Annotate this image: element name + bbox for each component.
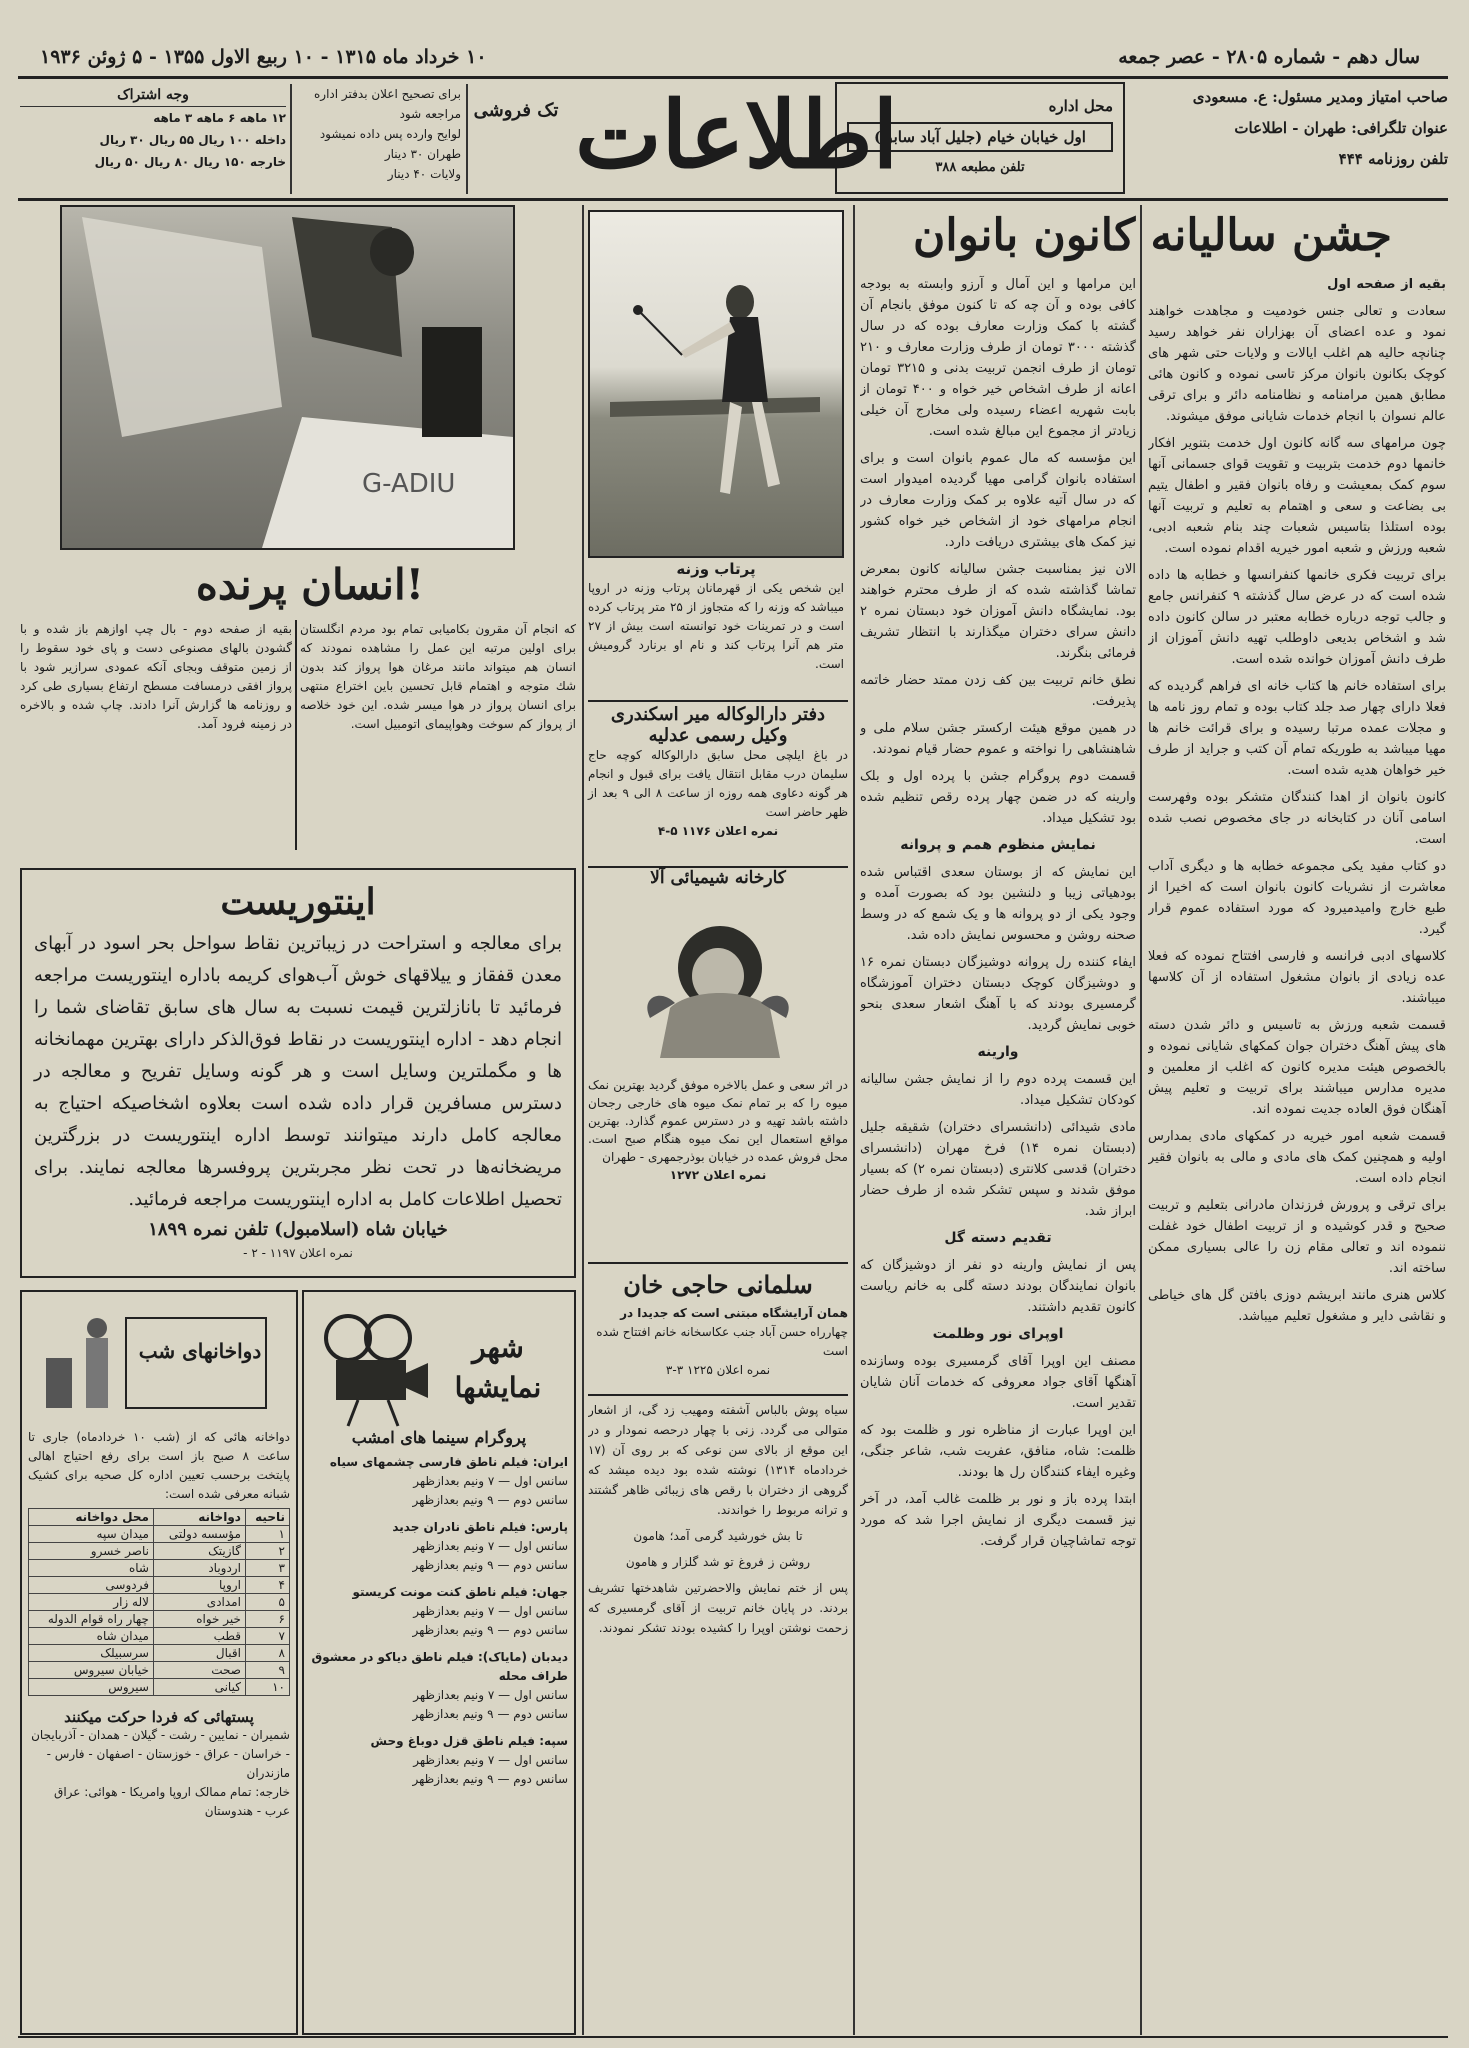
- cell: ناصر خسرو: [29, 1543, 154, 1560]
- verse-line-1: تا بش خورشید گرمی آمد؛ هامون: [633, 1529, 803, 1543]
- continued-label: بقیه از صفحه اول: [1327, 277, 1446, 292]
- barber-ad-number: نمره اعلان ۱۲۲۵ ۳-۳: [665, 1363, 771, 1377]
- cell: خیر خواه: [153, 1611, 245, 1628]
- top-dateline: [40, 40, 1420, 74]
- main-para-9: قسمت شعبه امور خیریه در کمکهای مادی بمدارس اولیه و همچنین کمک های مادی و مالی به بانوان فقیر انجام داده است.: [1148, 1129, 1446, 1186]
- table-row: [29, 1560, 290, 1577]
- cell: امدادی: [153, 1594, 245, 1611]
- lower-para-2: پس از ختم نمایش والاحضرتین شاهدختها تشریف بردند. در پایان خانم تربیت از آقای گرمسیری که زحمت نوشتن اوپرا را کشیده بودند تشکر نمودند.: [588, 1581, 848, 1635]
- table-row: [29, 1662, 290, 1679]
- cinema-item: ایران: فیلم ناطق فارسی چشمهای سیاه سانس اول — ۷ ونیم بعدازظهر سانس دوم — ۹ ونیم بعدازظهر: [329, 1455, 568, 1507]
- cell: اردوباد: [153, 1560, 245, 1577]
- masthead-owner-block: [1130, 82, 1448, 200]
- mid-para-6: قسمت دوم پروگرام جشن با پرده اول و بلک وارینه که در ضمن چهار پرده رقص تنظیم شده بود تشکیل میداد.: [860, 769, 1136, 826]
- main-para-6: دو کتاب مفید یکی مجموعه خطابه ها و دیگری آداب معاشرت از نشریات کانون بانوان است که اخیرا از طبع خارج وامیدمیرود که مورد استفاده عموم قرار گیرد.: [1148, 859, 1446, 937]
- cell: چهار راه قوام الدوله: [29, 1611, 154, 1628]
- chem-text: در اثر سعی و عمل بالاخره موفق گردید بهترین نمک میوه را که بر تمام نمک میوه های خارجی رجحان داشته باشد تهیه و در دسترس عموم گذارد. بهترین مواقع استعمال این نمک میوه هنگام صبح است. محل فروش عمده در خیابان بوذرجمهری - طهران: [588, 1078, 848, 1164]
- lower-para-1: سیاه پوش بالباس آشفته ومهیب زد گی، از اشعار متوالی می گردد. زنی با چهار درحصه نمودار و در این موقع از بالای سن نوعی که بر روی آن (۱۷ خردادماه ۱۳۱۴) نوشته شده بود دیده میشد که گروهی از دختران با رقص های زیبائی ظاهر گشتند و ترانه مربوط را خواندند.: [588, 1403, 848, 1517]
- cinema-film: فیلم ناطق دیاکو در معشوق طراف محله: [311, 1650, 568, 1683]
- cinema-program-title: پروگرام سینما های امشب: [351, 1428, 527, 1447]
- session-label: سانس دوم: [513, 1772, 568, 1786]
- pharmacy-intro: دواخانه هائی که از (شب ۱۰ خردادماه) جاری تا ساعت ۸ صبح باز است برای رفع احتیاج اهالی پایتخت برحسب تعیین اداره کل صحیه برای کشیک شبانه معرفی شده است:: [28, 1430, 290, 1501]
- mid-para-2: این مؤسسه که مال عموم بانوان است و برای استفاده بانوان گرامی مهیا گردیده امیدوار است که در سال آتیه علاوه بر کمک وزارت معارف در انجام مرامهای خود از اشخاص خیر خواه کشور نیز کمک های بیشتری دریافت دارد.: [860, 451, 1136, 550]
- header-location: محل دواخانه: [29, 1509, 154, 1526]
- athlete-caption-title: پرتاب وزنه: [676, 560, 756, 578]
- mid-para-1: این مرامها و این آمال و آرزو وابسته به بودجه کافی بوده و آن چه که تا کنون موفق بانجام آن گشته با کمک وزارت معارف بوده که در سال گذشته ۳۰۰۰ تومان از طرف وزارت معارف و ۲۱۰ تومان از طرف انجمن تربیت بدنی و ۳۲۱۵ تومان اعانه از طرف اشخاص خیر خواه و ۴۰۰ تومان از بابت شهریه اعضاء رسیده ولی مخارج آن خیلی زیادتر از مجموع این مبالغ شده است.: [860, 277, 1136, 439]
- intourist-address: خیابان شاه (اسلامبول) تلفن نمره ۱۸۹۹: [148, 1219, 448, 1240]
- subscription-foreign: خارجه ۱۵۰ ریال ۸۰ ریال ۵۰ ریال: [94, 155, 286, 169]
- session-time: ۷ ونیم بعدازظهر: [413, 1474, 495, 1488]
- table-row: [29, 1645, 290, 1662]
- mid-para-10: مادی شیدائی (دانشسرای دختران) شقیقه جلیل (دبستان نمره ۱۴) فرخ مهران (دانشسرای دختران) قدسی کلانتری (دبستان نمره ۲) که بسیار موفق شدند و سپس تشکر شده از طرف حضار ابراز شد.: [860, 1120, 1136, 1219]
- main-para-11: کلاس هنری مانند ابریشم دوزی بافتن گل های خیاطی و نقاشی دایر و مشغول تعلیم میباشد.: [1148, 1288, 1446, 1324]
- cell: میدان شاه: [29, 1628, 154, 1645]
- pharmacy-logo: [28, 1298, 290, 1428]
- session-label: سانس اول: [513, 1604, 568, 1618]
- header-district: ناحیه: [245, 1509, 289, 1526]
- session-time: ۹ ونیم بعدازظهر: [412, 1558, 494, 1572]
- cell: ۸: [245, 1645, 289, 1662]
- telegraph-line: عنوان تلگرافی: طهران - اطلاعات: [1234, 119, 1448, 137]
- price-note-2: لوایح وارده پس داده نمیشود: [319, 127, 461, 141]
- office-phone: تلفن مطبعه ۳۸۸: [935, 160, 1025, 175]
- session-time: ۷ ونیم بعدازظهر: [413, 1539, 495, 1553]
- main-para-4: برای استفاده خانم ها کتاب خانه ای فراهم گردیده که فعلا دارای چهار صد جلد کتاب بوده و تمام روز نامه ها و مجلات عمده مرتبا رسیده و برای قرائت خانم ها مهیا میباشد به طوریکه تمام آن کتب و جراید از طرف خیر خواهان هدیه شده است.: [1148, 679, 1446, 778]
- session-label: سانس دوم: [513, 1623, 568, 1637]
- cell: ۵: [245, 1594, 289, 1611]
- parachute-figure: [62, 207, 513, 548]
- subscription-box: [20, 84, 286, 194]
- session-label: سانس دوم: [513, 1707, 568, 1721]
- intourist-title: اینتوریست: [220, 881, 376, 923]
- cell: میدان سپه: [29, 1526, 154, 1543]
- session-time: ۷ ونیم بعدازظهر: [413, 1604, 495, 1618]
- session-label: سانس اول: [513, 1688, 568, 1702]
- barber-text: چهارراه حسن آباد جنب عکاسخانه خانم افتتاح شده است: [596, 1325, 848, 1358]
- column-rule-1: [1140, 205, 1142, 2035]
- main-headline: جشن سالیانه کانون بانوان: [913, 210, 1392, 261]
- main-para-3: برای تربیت فکری خانمها کنفرانسها و خطابه ها داده شده است که در عرض سال گذشته ۹ کنفرانس جامع و جالب توجه درباره خطابه معتبر در سالن کانون داده شد و اشخاص بدیعی داوطلب تهیه دانش آموزان از طرف دانش آموزان خوانده شده است.: [1148, 568, 1446, 667]
- single-copy-label: تک فروشی: [473, 100, 559, 121]
- owner-line: صاحب امتیاز ومدیر مسئول: ع. مسعودی: [1192, 88, 1448, 106]
- mid-para-14: ابتدا پرده باز و نور بر ظلمت غالب آمد، در آخر نیز قسمت دیگری از نمایش اجرا شد که مورد توجه تماشاچیان قرار گرفت.: [860, 1492, 1136, 1549]
- office-address: اول خیابان خیام (جلیل آباد سابق): [847, 122, 1113, 152]
- mid-para-7: این نمایش که از بوستان سعدی اقتباس شده بودهیاتی زیبا و دلنشین بود که بصورت آمده و وجود یکی از دو پروانه ها و یک شمع که در وسط صحنه روشن و محسوس نمایش داده شد.: [860, 865, 1136, 943]
- newspaper-logo: اطلاعات: [575, 81, 899, 189]
- svg-text:G-ADIU: G-ADIU: [362, 469, 456, 499]
- lawyer-top-rule: [588, 700, 848, 702]
- lawyer-ad-number: نمره اعلان ۱۱۷۶ ۵-۴: [657, 824, 779, 838]
- session-label: سانس اول: [513, 1753, 568, 1767]
- price-note: برای تصحیح اعلان بدفتر اداره مراجعه شود: [314, 87, 461, 121]
- cell: اروپا: [153, 1577, 245, 1594]
- cell: فردوسی: [29, 1577, 154, 1594]
- main-para-7: کلاسهای ادبی فرانسه و فارسی افتتاح نموده که فعلا عده زیادی از بانوان مشغول استفاده از آن کلاسها میباشند.: [1148, 949, 1446, 1006]
- hammer-thrower-photo: [588, 210, 844, 558]
- chem-ad-number: نمره اعلان ۱۲۷۲: [669, 1168, 767, 1182]
- athlete-caption-text: این شخص یکی از قهرمانان پرتاب وزنه در اروپا میباشد که وزنه را که متجاوز از ۲۵ متر پرتاب کرده است و در تمرینات خود توانسته است بیش از ۲۷ متر هم آنرا پرتاب کند و نام او برنارد گرومیش است.: [588, 581, 844, 671]
- parachute-text-left: بقیه از صفحه دوم - بال چپ اوازهم باز شده و با گشودن بالهای مصنوعی دست و پای خود سقوط را از زمین متوقف وبجای آنکه عمودی سرازیر شود با پرواز افقی درمسافت مسطح ارتفاع بسیاری طی کرد و روزنامه ها گزارش آنرا دادند. چاپ شده و بالاخره در زمینه فرود آمد.: [20, 622, 292, 731]
- main-para-8: قسمت شعبه ورزش به تاسیس و دائر شدن دسته های پیش آهنگ دختران جوان کمکهای شایانی نموده و بالخصوص هیئت مدیره کانون که اغلب از معلمین و مدیره مدارس میباشند برای تربیت و تعلیم پیش آهنگان فوق العاده جدیت نموده اند.: [1148, 1018, 1446, 1117]
- cell: قطب: [153, 1628, 245, 1645]
- cell: ۹: [245, 1662, 289, 1679]
- cell: ۲: [245, 1543, 289, 1560]
- barber-ad: [588, 1266, 848, 1392]
- athlete-figure: [590, 212, 842, 556]
- cinema-logo-text: شهر نمایشها: [454, 1331, 542, 1404]
- cinema-item: سپه: فیلم ناطق قزل دوباغ وحش سانس اول — ۷ ونیم بعدازظهر سانس دوم — ۹ ونیم بعدازظهر: [370, 1734, 568, 1786]
- night-pharmacy-box: [20, 1290, 298, 2035]
- phone-line: تلفن روزنامه ۴۴۴: [1338, 150, 1448, 168]
- parachute-text-right: که انجام آن مقرون بکامیابی تمام بود مردم انگلستان برای اولین مرتبه این عمل را مشاهده نمودند که انسان هم میتواند مانند مرغان هوا پرواز کند بدون شك متوجه و اهتمام قابل تحسین باین اختراع منتهی برای انسان پرواز در هوا میسر شده. این خود خلاصه از پرواز کم سوخت وهواپیمای اتومبیل است.: [300, 622, 576, 731]
- mid-para-9: این قسمت پرده دوم را از نمایش جشن سالیانه کودکان تشکیل میداد.: [860, 1072, 1136, 1108]
- cinema-name: پارس: [535, 1520, 568, 1534]
- subscription-domestic: داخله ۱۰۰ ریال ۵۵ ریال ۳۰ ریال: [99, 133, 286, 147]
- column-rule-3: [582, 205, 584, 2035]
- mid-subhead-3: تقدیم دسته گل: [944, 1230, 1052, 1246]
- table-row: [29, 1577, 290, 1594]
- header-pharmacy: دواخانه: [153, 1509, 245, 1526]
- cell: ۱۰: [245, 1679, 289, 1696]
- price-provinces: ولایات ۴۰ دینار: [387, 167, 461, 181]
- barber-title: سلمانی حاجی خان: [623, 1270, 813, 1299]
- table-row: [29, 1628, 290, 1645]
- mid-para-11: پس از نمایش وارینه دو نفر از دوشیزگان که بانوان نمایندگان بودند دسته گلی به خانم ریاست کانون تقدیم داشتند.: [860, 1258, 1136, 1315]
- parachute-photo: [60, 205, 515, 550]
- table-row: [29, 1594, 290, 1611]
- subscription-header: ۱۲ ماهه ۶ ماهه ۳ ماهه: [153, 111, 286, 125]
- session-label: سانس اول: [513, 1539, 568, 1553]
- bottom-rule: [18, 2036, 1448, 2038]
- intourist-ad: [20, 868, 576, 1278]
- price-box: [290, 84, 468, 194]
- cinema-item: جهان: فیلم ناطق کنت مونت کریستو سانس اول — ۷ ونیم بعدازظهر سانس دوم — ۹ ونیم بعدازظهر: [352, 1585, 568, 1637]
- mail-departure-title: پستهائی که فردا حرکت میکنند: [64, 1708, 254, 1726]
- lawyer-subtitle: وکیل رسمی عدلیه: [648, 725, 788, 746]
- cinema-item: دیدبان (مایاک): فیلم ناطق دیاکو در معشوق طراف محله سانس اول — ۷ ونیم بعدازظهر سانس دوم — ۹ ونیم بعدازظهر: [311, 1650, 568, 1721]
- main-story-column: [1148, 274, 1446, 2034]
- price-tehran: طهران ۳۰ دینار: [384, 147, 461, 161]
- cinema-film: فیلم ناطق فارسی چشمهای سیاه: [329, 1455, 529, 1469]
- pharmacy-logo-text: دواخانهای شب: [138, 1339, 262, 1363]
- cell: خیابان سیروس: [29, 1662, 154, 1679]
- cell: ۱: [245, 1526, 289, 1543]
- parachute-col-rule: [295, 620, 297, 850]
- table-row: [29, 1543, 290, 1560]
- cell: گازیتک: [153, 1543, 245, 1560]
- verse-line-2: روشن ز فروغ تو شد گلزار و هامون: [625, 1555, 811, 1569]
- cell: شاه: [29, 1560, 154, 1577]
- cell: سیروس: [29, 1679, 154, 1696]
- pharmacy-table: [28, 1508, 290, 1696]
- mid-para-13: این اوپرا عبارت از مناظره نور و ظلمت بود که ظلمت: شاه، منافق، عفریت شب، شاعر جنگی، وغیره ایفاء کنندگان رل ها بودند.: [860, 1423, 1136, 1480]
- date-info: ۱۰ خرداد ماه ۱۳۱۵ - ۱۰ ربیع الاول ۱۳۵۵ - ۵ ژوئن ۱۹۳۶: [40, 46, 487, 68]
- lawyer-title: دفتر دارالوکاله میر اسکندری: [610, 704, 826, 725]
- cell: کیانی: [153, 1679, 245, 1696]
- office-title: محل اداره: [1048, 97, 1113, 115]
- barber-bottom-rule: [588, 1394, 848, 1396]
- cell: ۶: [245, 1611, 289, 1628]
- cinema-name: سپه: [544, 1734, 568, 1748]
- cell: مؤسسه دولتی: [153, 1526, 245, 1543]
- cinema-name: ایران: [537, 1455, 568, 1469]
- main-para-2: چون مرامهای سه گانه کانون اول خدمت بتنویر افکار خانمها دوم خدمت بتربیت و تقویت قوای جسمانی آنها سوم کمک بمعیشت و رفاه بانوان فقیر و اطفال یتیم بی بضاعت و سعی و اهتمام به تعلیم و تربیت آنها بوده استلذا بتاسیس شعبات چند بنام شعبه ادبی، شعبه ورزش و شعبه امور خیریه اقدام نموده است.: [1148, 436, 1446, 556]
- mid-para-4: نطق خانم تربیت بین کف زدن ممتد حضار خاتمه پذیرفت.: [860, 673, 1136, 709]
- cinema-logo: [310, 1298, 568, 1428]
- cinema-film: فیلم ناطق نادران جدید: [392, 1520, 527, 1534]
- session-time: ۹ ونیم بعدازظهر: [412, 1707, 494, 1721]
- mail-foreign-text: خارجه: تمام ممالک اروپا وامریکا - هوائی: عراق عرب - هندوستان: [54, 1785, 290, 1818]
- cell: ۳: [245, 1560, 289, 1577]
- mid-para-8: ایفاء کننده رل پروانه دوشیزگان دبستان نمره ۱۶ و دوشیزگان کوچک دبستان دختران آموزشگاه گرمسیری بودند که با آهنگ اشعار سعدی بنحو خوبی نمایش گردید.: [860, 955, 1136, 1033]
- cell: ۴: [245, 1577, 289, 1594]
- chem-text-block: [588, 1076, 848, 1246]
- cell: ۷: [245, 1628, 289, 1645]
- table-row: [29, 1679, 290, 1696]
- cell: صحت: [153, 1662, 245, 1679]
- mid-para-5: در همین موقع هیئت ارکستر جشن سلام ملی و شاهنشاهی را نواخته و عموم حضار قیام نمودند.: [860, 721, 1136, 757]
- chem-title: کارخانه شیمیائی آلا: [650, 868, 786, 888]
- session-label: سانس اول: [513, 1474, 568, 1488]
- mid-subhead-1: نمایش منظوم همم و پروانه: [900, 837, 1096, 853]
- cell: سرسبیلک: [29, 1645, 154, 1662]
- table-row: [29, 1526, 290, 1543]
- session-time: ۹ ونیم بعدازظهر: [412, 1493, 494, 1507]
- session-label: سانس دوم: [513, 1558, 568, 1572]
- mid-para-3: الان نیز بمناسبت جشن سالیانه کانون بمعرض تماشا گذاشته شده که از طرف محترم خواهند بود. نمایشگاه دانش آموزان خود دبستان نمره ۲ دانش سرای دختران میگذارند با انتظار تشریف فرمائی بنگرند.: [860, 562, 1136, 661]
- lawyer-ad: [588, 704, 848, 864]
- cell: اقبال: [153, 1645, 245, 1662]
- cinema-name: دیدبان (مایاک): [482, 1650, 568, 1664]
- mid-para-12: مصنف این اوپرا آقای گرمسیری بوده وسازنده آهنگها آقای جواد معروفی که خدمات آنان شایان تقدیر است.: [860, 1354, 1136, 1411]
- main-para-5: کانون بانوان از اهدا کنندگان متشکر بوده وفهرست اسامی آنان در کتابخانه در جای مخصوص نصب شده است.: [1148, 790, 1446, 847]
- lawyer-text: در باغ ایلچی محل سابق دارالوکاله کوچه حاج سلیمان درب مقابل انتقال یافت برای قبول و انجام هر گونه دعاوی همه روزه از ساعت ۸ الی ۹ بعد از ظهر حاضر است: [588, 748, 849, 819]
- cinema-item: پارس: فیلم ناطق نادران جدید سانس اول — ۷ ونیم بعدازظهر سانس دوم — ۹ ونیم بعدازظهر: [392, 1520, 568, 1572]
- mail-departure-text: شمیران - نمایین - رشت - گیلان - همدان - آذربایجان - خراسان - عراق - خوزستان - اصفهان - فارس - مازندران: [31, 1728, 290, 1780]
- column-rule-2: [853, 205, 855, 2035]
- intourist-text: برای معالجه و استراحت در زیباترین نقاط سواحل بحر اسود در آبهای معدن قفقاز و ییلاقهای خوش آب‌هوای کریمه باداره اینتوریست مراجعه فرمائید تا بانازلترین قیمت نسبت به سال های سابق تقاضای شما را انجام دهد - اداره اینتوریست در نقاط فوق‌الذکر دارای بهترین مهمانخانه ها و مگملترین وسایل است و هر گونه وسایل تفریح و معالجه در دسترس مسافرین قرار داده شده است بعلاوه اشخاصیکه احتیاج به معالجه کامل دارند میتوانند توسط اداره اینتوریست در بزرگترین مریضخانه‌ها در تحت نظر مجربترین پروفسرها معالجه نمایند. برای تحصیل اطلاعات کامل به اداره اینتوریست مراجعه فرمائید.: [34, 933, 562, 1210]
- barber-top-rule: [588, 1262, 848, 1264]
- cinema-film: فیلم ناطق کنت مونت کریستو: [352, 1585, 528, 1599]
- third-column-lower: [588, 1400, 848, 2034]
- pharmacy-table-header: [29, 1509, 290, 1526]
- barber-subtitle: همان آرایشگاه مبتنی است که جدیدا در: [620, 1306, 848, 1320]
- cinema-box: [302, 1290, 576, 2035]
- cinema-name: جهان: [536, 1585, 568, 1599]
- session-time: ۷ ونیم بعدازظهر: [413, 1688, 495, 1702]
- athlete-caption: [588, 560, 844, 698]
- mid-subhead-4: اوپرای نور وظلمت: [932, 1326, 1064, 1342]
- session-time: ۹ ونیم بعدازظهر: [412, 1623, 494, 1637]
- cinema-list: [310, 1453, 568, 1789]
- table-row: [29, 1611, 290, 1628]
- cherub-icon: [630, 898, 806, 1074]
- parachute-headline: انسان پرنده!: [195, 560, 425, 609]
- second-story-column: [860, 274, 1136, 2034]
- issue-info: سال دهم - شماره ۲۸۰۵ - عصر جمعه: [1118, 46, 1420, 68]
- mid-subhead-2: وارینه: [977, 1044, 1019, 1060]
- main-para-10: برای ترقی و پرورش فرزندان مادرانی بتعلیم و تربیت صحیح و قدر کوشیده و از تربیت اطفال خود غفلت ننموده اند و تعالی مقام زن را عالی بسیاری ممکن ساخته اند.: [1148, 1198, 1446, 1276]
- cell: لاله زار: [29, 1594, 154, 1611]
- chem-illustration: [630, 898, 806, 1074]
- session-label: سانس دوم: [513, 1493, 568, 1507]
- main-para-1: سعادت و تعالی جنس خودمیت و مجاهدت خواهند نمود و عده اعضای آن بهزاران نفر خواهد رسید چنانچه حالیه هم اغلب ایالات و ولایات حتی شهر های کوچک بکانون بانوان مرکز تاسی نموده و کانون هائی مطابق همین مرامنامه و نظامنامه دائر و برای ترقی عالم نسوان با انجام خدمات شایانی موفق میشوند.: [1148, 304, 1446, 424]
- session-time: ۷ ونیم بعدازظهر: [413, 1753, 495, 1767]
- subscription-title: وجه اشتراک: [20, 84, 286, 107]
- session-time: ۹ ونیم بعدازظهر: [412, 1772, 494, 1786]
- cinema-film: فیلم ناطق قزل دوباغ وحش: [370, 1734, 536, 1748]
- intourist-ad-number: نمره اعلان ۱۱۹۷ - ۲ -: [243, 1246, 353, 1260]
